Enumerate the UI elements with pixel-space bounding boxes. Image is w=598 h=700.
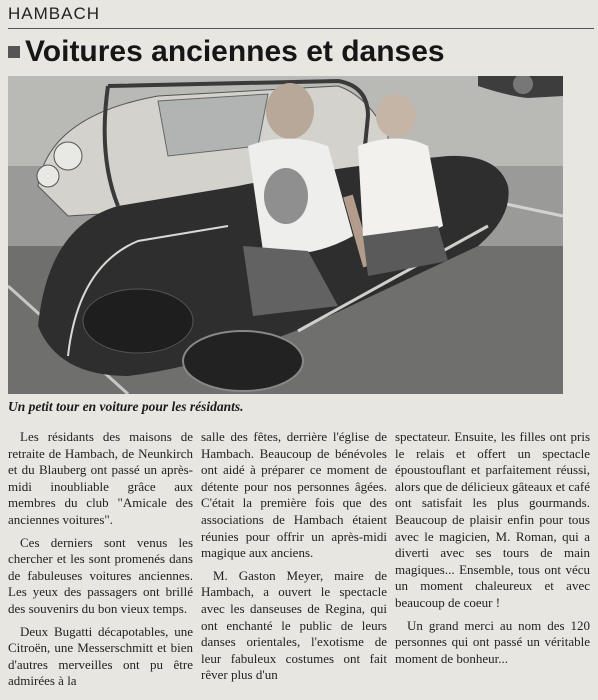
section-label: HAMBACH <box>8 4 101 23</box>
headline <box>8 32 594 72</box>
article-column-3 <box>395 429 590 673</box>
article-column-2 <box>201 429 387 690</box>
paragraph: M. Gaston Meyer, maire de Hambach, a ouvert le spectacle avec les danseuses de Regina, qui ont enchanté le public de leurs danses orientales, l'exotisme de leur fabuleux costumes ont fait rêver plus d'un <box>201 567 387 683</box>
headline-bullet <box>8 46 20 58</box>
paragraph: spectateur. Ensuite, les filles ont pris le relais et offert un spectacle époustouflant et parfaitement réussi, alors que de délicieux gâteaux et café ont satisfait les plus gourmands. Beaucoup de plaisir enfin pour tous avec le magicien, M. Roman, qui a diverti avec ses tours de main magiques... Ensemble, tous ont vécu un moment chaleureux et avec beaucoup de coeur ! <box>395 429 590 610</box>
paragraph: salle des fêtes, derrière l'église de Hambach. Beaucoup de bénévoles ont aidé à préparer ce moment de détente pour nos personnes âgées. C'était la première fois que des associations de Hambach étaient réunies pour offrir un après-midi magique aux anciens. <box>201 429 387 561</box>
article-column-1 <box>8 429 193 696</box>
header-rule <box>8 28 594 29</box>
paragraph: Deux Bugatti décapotables, une Citroën, une Messerschmitt et bien d'autres merveilles ont pu être admirées à la <box>8 623 193 689</box>
photo-caption: Un petit tour en voiture pour les résidants. <box>8 399 244 414</box>
paragraph: Ces derniers sont venus les chercher et les sont promenés dans de fabuleuses voitures anciennes. Les yeux des passagers ont brillé des souvenirs du bon vieux temps. <box>8 534 193 616</box>
paragraph: Les résidants des maisons de retraite de Hambach, de Neunkirch et du Blauberg ont passé un après-midi inoubliable grâce aux membres du club "Amicale des anciennes voitures". <box>8 429 193 527</box>
article-photo <box>8 76 563 394</box>
headline-text: Voitures anciennes et danses <box>25 35 445 68</box>
paragraph: Un grand merci au nom des 120 personnes qui ont passé un véritable moment de bonheur... <box>395 617 590 666</box>
